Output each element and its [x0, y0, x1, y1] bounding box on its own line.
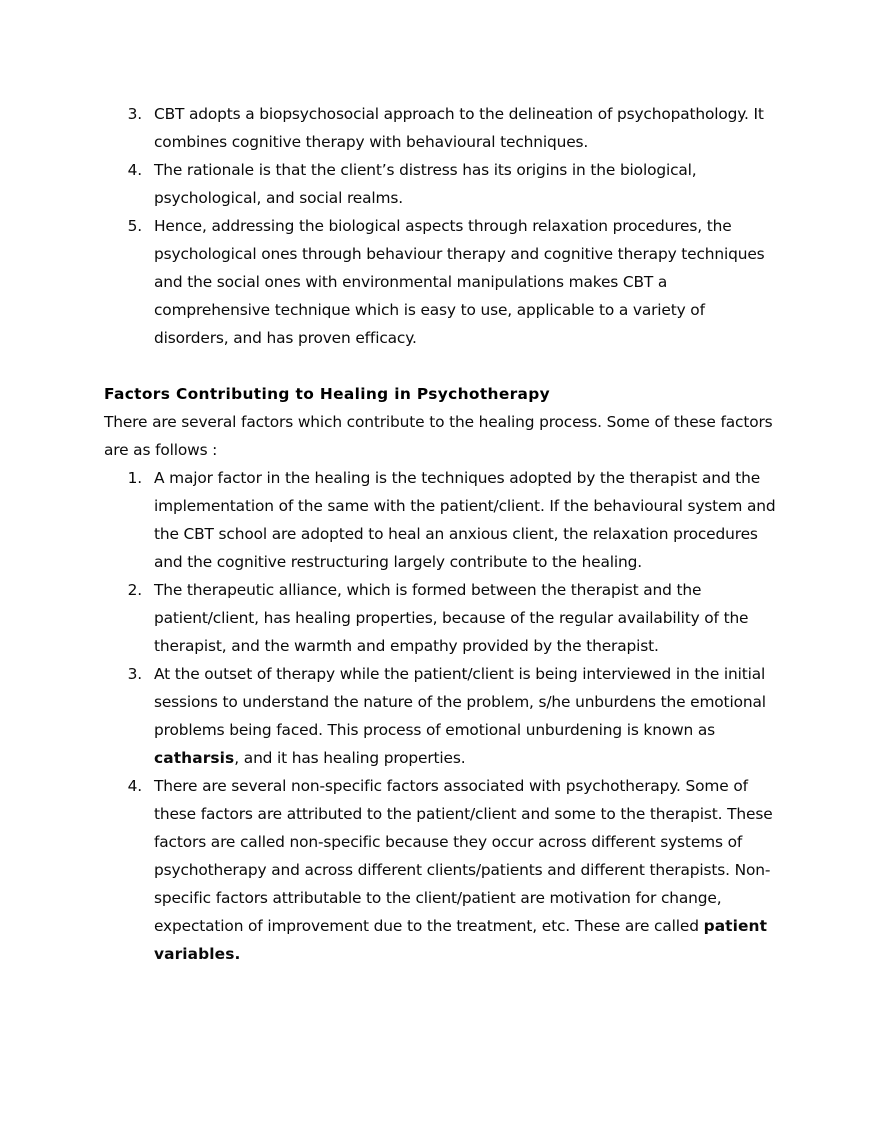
- list-item: [104, 100, 780, 156]
- section-intro-paragraph: There are several factors which contribute to the healing process. Some of these factors are as follows :: [104, 413, 773, 459]
- list-item-text: The rationale is that the client’s distress has its origins in the biological, psychological, and social realms.: [154, 161, 697, 207]
- list-item: [104, 464, 780, 576]
- list-marker: 1.: [127, 469, 142, 487]
- list-item: [104, 660, 780, 772]
- list-item: [104, 156, 780, 212]
- emphasised-term: patient variables.: [154, 917, 768, 963]
- list-item-text: At the outset of therapy while the patient/client is being interviewed in the initial sessions to understand the nature of the problem, s/he unburdens the emotional problems being faced. This process of emotional unburdening is known as catharsis, and it has healing properties.: [154, 665, 766, 767]
- list-marker: 3.: [127, 665, 142, 683]
- continued-numbered-list: [104, 100, 780, 352]
- list-marker: 5.: [127, 217, 142, 235]
- factors-numbered-list: [104, 464, 780, 968]
- emphasised-term: catharsis: [154, 749, 235, 767]
- list-marker: 4.: [127, 161, 142, 179]
- list-item-text: A major factor in the healing is the techniques adopted by the therapist and the implementation of the same with the patient/client. If the behavioural system and the CBT school are adopted to heal an anxious client, the relaxation procedures and the cognitive restructuring largely contribute to the healing.: [154, 469, 776, 571]
- paragraph-spacer: [104, 352, 780, 380]
- list-item-text: CBT adopts a biopsychosocial approach to the delineation of psychopathology. It combines cognitive therapy with behavioural techniques.: [154, 105, 764, 151]
- list-item: [104, 212, 780, 352]
- section-heading: Factors Contributing to Healing in Psychotherapy: [104, 385, 551, 403]
- list-item: [104, 772, 780, 968]
- list-marker: 3.: [127, 105, 142, 123]
- list-item-text: Hence, addressing the biological aspects through relaxation procedures, the psychological ones through behaviour therapy and cognitive therapy techniques and the social ones with environmental manipulations makes CBT a comprehensive technique which is easy to use, applicable to a variety of disorders, and has proven efficacy.: [154, 217, 765, 347]
- list-marker: 4.: [127, 777, 142, 795]
- list-item-text: The therapeutic alliance, which is formed between the therapist and the patient/client, has healing properties, because of the regular availability of the therapist, and the warmth and empathy provided by the therapist.: [154, 581, 749, 655]
- document-content: [104, 100, 780, 968]
- list-item: [104, 576, 780, 660]
- list-item-text: There are several non-specific factors associated with psychotherapy. Some of these factors are attributed to the patient/client and some to the therapist. These factors are called non-specific because they occur across different systems of psychotherapy and across different clients/patients and different therapists. Non-specific factors attributable to the client/patient are motivation for change, expectation of improvement due to the treatment, etc. These are called patient variables.: [154, 777, 773, 963]
- list-marker: 2.: [127, 581, 142, 599]
